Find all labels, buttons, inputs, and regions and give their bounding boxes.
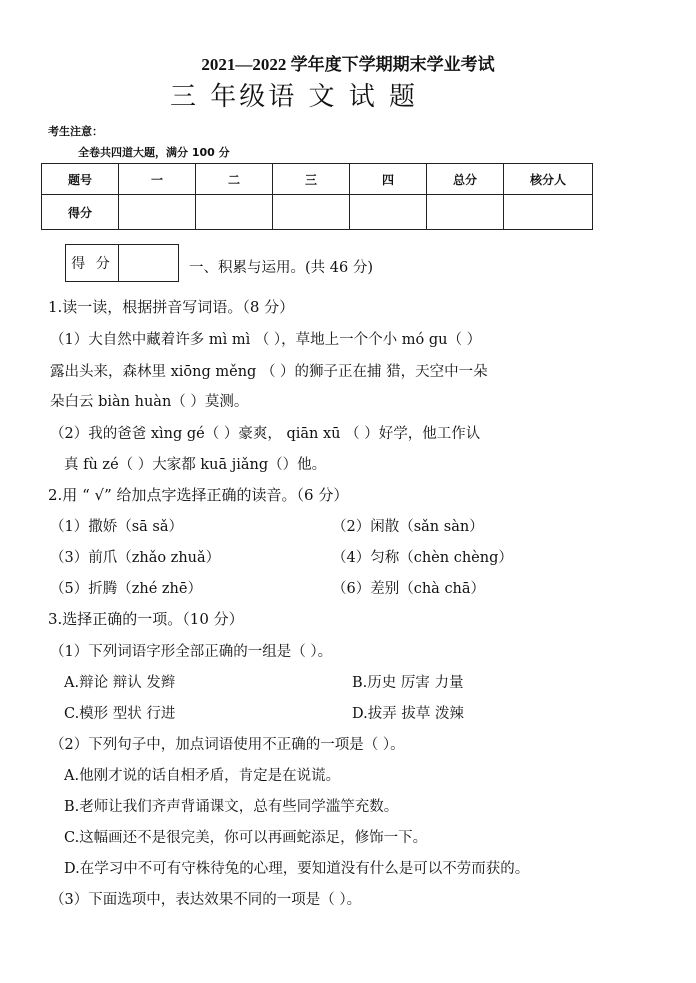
header-cell: 一: [119, 164, 196, 195]
score-cell[interactable]: [427, 195, 504, 230]
exam-subtitle: 三 年级语 文 试 题: [170, 82, 419, 112]
q3-option: D.在学习中不可有守株待兔的心理，要知道没有什么是可以不劳而获的。: [64, 861, 530, 877]
section-title: 一、积累与运用。(共 46 分): [189, 260, 373, 276]
q3-option: B.老师让我们齐声背诵课文，总有些同学滥竽充数。: [64, 799, 399, 815]
score-table-header-row: [42, 164, 593, 195]
q2-item: （6）差别（chà chā）: [332, 581, 486, 597]
q2-item: （1）撒娇（sā sǎ）: [50, 519, 184, 535]
q3-option: C.这幅画还不是很完美，你可以再画蛇添足，修饰一下。: [64, 830, 428, 846]
q3-option: D.拔弄 拔草 泼辣: [352, 706, 464, 722]
q1-line: （1）大自然中藏着许多 mì mì （ ），草地上一个个小 mó gu（ ）: [50, 332, 482, 348]
q1-heading: 1.读一读，根据拼音写词语。（8 分）: [48, 298, 295, 316]
exam-title: 2021—2022 学年度下学期期末学业考试: [201, 55, 495, 74]
section-score-label: 得 分: [66, 245, 119, 281]
q2-item: （3）前爪（zhǎo zhuǎ）: [50, 550, 221, 566]
notice-text: 全卷共四道大题，满分 100 分: [78, 146, 230, 159]
section-score-box: [65, 244, 179, 282]
score-table: [41, 163, 593, 230]
q2-item: （5）折腾（zhé zhē）: [50, 581, 202, 597]
score-table-score-row: [42, 195, 593, 230]
q1-line: （2）我的爸爸 xìng gé（ ）豪爽， qiān xū （ ）好学，他工作认: [50, 426, 481, 442]
q3-heading: 3.选择正确的一项。（10 分）: [48, 610, 244, 628]
q3-sub-question: （3）下面选项中，表达效果不同的一项是（ ）。: [50, 892, 362, 908]
header-cell: 总分: [427, 164, 504, 195]
q3-option: A.辩论 辩认 发辫: [64, 675, 176, 691]
header-cell: 二: [196, 164, 273, 195]
score-cell[interactable]: [119, 195, 196, 230]
q2-item: （2）闲散（sǎn sàn）: [332, 519, 484, 535]
header-cell: 核分人: [504, 164, 593, 195]
section-score-field[interactable]: [119, 245, 178, 281]
score-cell[interactable]: [196, 195, 273, 230]
q1-line: 真 fù zé（ ）大家都 kuā jiǎng（）他。: [64, 457, 327, 473]
header-cell: 三: [273, 164, 350, 195]
notice-label: 考生注意：: [48, 125, 103, 138]
q3-option: B.历史 厉害 力量: [352, 675, 464, 691]
q3-option: C.模形 型状 行进: [64, 706, 176, 722]
q2-heading: 2.用 “ √” 给加点字选择正确的读音。（6 分）: [48, 486, 349, 504]
row-label-cell: 得分: [42, 195, 119, 230]
score-cell[interactable]: [273, 195, 350, 230]
q3-sub-question: （2）下列句子中，加点词语使用不正确的一项是（ ）。: [50, 737, 405, 753]
score-cell[interactable]: [350, 195, 427, 230]
q3-sub-question: （1）下列词语字形全部正确的一组是（ ）。: [50, 644, 333, 660]
score-cell[interactable]: [504, 195, 593, 230]
header-cell: 四: [350, 164, 427, 195]
q1-line: 朵白云 biàn huàn（ ）莫测。: [50, 394, 249, 410]
q1-line: 露出头来，森林里 xiōng měng （ ）的狮子正在捕 猎，天空中一朵: [50, 364, 488, 380]
q3-option: A.他刚才说的话自相矛盾，肯定是在说谎。: [64, 768, 341, 784]
header-cell: 题号: [42, 164, 119, 195]
q2-item: （4）匀称（chèn chèng）: [332, 550, 513, 566]
